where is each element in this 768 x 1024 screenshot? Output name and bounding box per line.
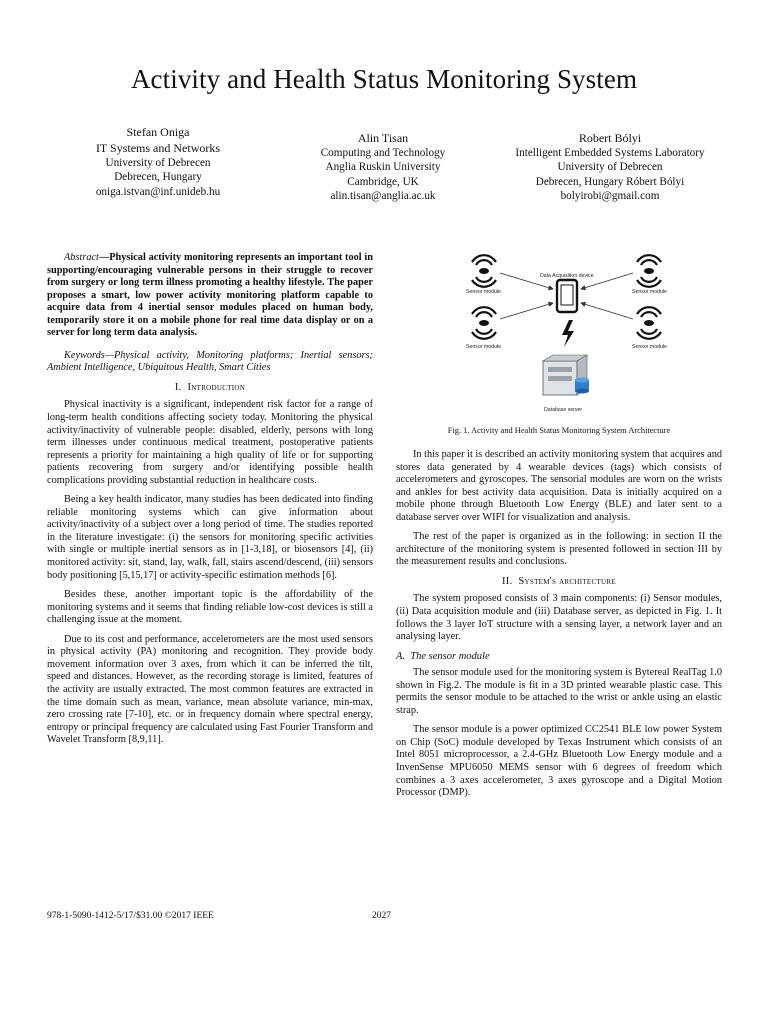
author-name: Alin Tisan (357, 131, 409, 145)
abstract-text: Physical activity monitoring represents an important tool in supporting/encouraging vulnerable persons in their struggle to recover from surgery or long term illness promoting a healthy lifestyle. The paper proposes a smart, low power activity monitoring platform capable to acquire data from 4 inertial sensor modules placed on human body, temporarily store it on a mobile phone for real time data display or on a server for long term data analysis. (47, 252, 373, 339)
author-affiliation: Anglia Ruskin University (325, 161, 441, 174)
section-heading-introduction (47, 382, 373, 395)
sensor-icon (472, 255, 496, 287)
author-3 (492, 130, 728, 203)
keywords-label: Keywords (64, 349, 105, 361)
author-email: oniga.istvan@inf.unideb.hu (95, 185, 221, 198)
author-affiliation: IT Systems and Networks (95, 141, 221, 155)
paragraph: The system proposed consists of 3 main components: (i) Sensor modules, (ii) Data acquisition module and (iii) Database server, as depicted in Fig. 1. It follows the 3 layer IoT structure with a sensing layer, a network layer and an analysing layer. (396, 593, 722, 643)
subsection-title: The sensor module (410, 650, 490, 662)
author-email: bolyirobi@gmail.com (560, 189, 660, 202)
left-column (47, 252, 373, 754)
database-server-icon (543, 355, 589, 395)
author-affiliation: University of Debrecen (557, 161, 663, 174)
arrow (581, 303, 633, 319)
paper-title: Activity and Health Status Monitoring System (130, 64, 638, 94)
sensor-icon (637, 307, 661, 339)
paragraph: The sensor module is a power optimized CC2541 BLE low power System on Chip (SoC) module developed by Texas Instrument which consists of an Intel 8051 microprocessor, a 2.4-GHz Bluetooth Low Energy module and a InvenSense MPU6050 MEMS sensor with 6 degrees of freedom which combines a 3 axes accelerometer, 3 axes gyroscope and a Digital Motion Processor (DMP). (396, 724, 722, 799)
paragraph: Being a key health indicator, many studies has been dedicated into finding reliable monitoring systems which can give information about activity/inactivity of a subject over a long period of time. The studies reported in the literature investigate: (i) the sensors for monitoring specific activities with single or multiple inertial sensors as in [1-3,18], or biosensors [4], (ii) monitored activity: sit, stand, lay, walk, fall, stairs ascend/descend, (iii) sensors body positioning [5,15,17] or activity-specific estimation methods [6]. (47, 494, 373, 581)
author-affiliation: Debrecen, Hungary Róbert Bólyi (535, 175, 685, 188)
fig-label-sensor: Sensor module (466, 344, 501, 350)
section-heading-architecture (396, 576, 722, 589)
section-title: System's architecture (518, 575, 616, 587)
sensor-icon (637, 255, 661, 287)
author-affiliation: Intelligent Embedded Systems Laboratory (515, 147, 705, 159)
fig-label-database: Database server (544, 407, 583, 413)
paragraph: In this paper it is described an activity monitoring system that acquires and stores data generated by 4 wearable devices (tags) which consists of accelerometers and gyroscopes. The sensorial modules are worn on the wrists and ankles for best activity data acquisition. Data is initially acquired on a mobile phone through Bluetooth Low Energy (BLE) and later sent to a database server over WIFI for visualization and analysis. (396, 449, 722, 523)
section-number: I. (174, 381, 182, 393)
keywords (47, 350, 373, 375)
abstract-label: Abstract (64, 252, 99, 263)
figure-caption: Fig. 1. Activity and Health Status Monitoring System Architecture (447, 426, 671, 435)
author-2 (283, 130, 483, 203)
author-affiliation: Computing and Technology (320, 147, 446, 159)
subsection-heading-sensor-module (396, 651, 722, 664)
author-name: Robert Bólyi (578, 131, 642, 145)
subsection-label: A. (396, 650, 406, 662)
keywords-dash: — (104, 349, 114, 361)
abstract-dash: — (98, 252, 110, 263)
author-name: Stefan Oniga (126, 125, 190, 139)
author-1 (58, 124, 258, 199)
arrow (500, 303, 553, 319)
author-affiliation: Debrecen, Hungary (114, 171, 202, 184)
abstract (47, 252, 373, 340)
fig-label-sensor: Sensor module (466, 289, 501, 295)
architecture-diagram (456, 247, 672, 419)
sensor-icon (472, 307, 496, 339)
fig-label-sensor: Sensor module (632, 289, 667, 295)
wireless-link-icon (562, 320, 574, 347)
paragraph: Due to its cost and performance, accelerometers are the most used sensors in physical activity (PA) monitoring and recognition. They provide body movement information over 3 axes, from which it can be inferred the tilt, speed and distances. However, as the recording storage is limited, features of the activity are usually extracted. The most common features are extracted in the time domain such as mean, variance, mean absolute variance, min-max, zero crossing rate [7-10], etc. or in frequency domain where spectral energy, entropy or principal frequency are calculated using Fast Fourier Transform and Wavelet Transform [8,9,11]. (47, 633, 373, 746)
author-email: alin.tisan@anglia.ac.uk (330, 189, 436, 202)
paragraph: The rest of the paper is organized as in the following: in section II the architecture of the monitoring system is presented followed in section III by the measurement results and conclusions. (396, 531, 722, 568)
section-number: II. (502, 575, 513, 587)
section-title: Introduction (187, 381, 246, 393)
author-affiliation: Cambridge, UK (347, 175, 419, 188)
keywords-text: Physical activity, Monitoring platforms; Inertial sensors; Ambient Intelligence, Ubiquitous Health, Smart Cities (47, 349, 373, 374)
page-number: 2027 (372, 911, 391, 921)
fig-label-data-acquisition: Data Acquisition device (540, 273, 594, 279)
paragraph: The sensor module used for the monitoring system is Bytereal RealTag 1.0 shown in Fig.2. The module is fit in a 3D printed wearable plastic case. This permits the sensor module to be attached to the wrist or ankle using an elastic strap. (396, 667, 722, 716)
fig-label-sensor: Sensor module (632, 344, 667, 350)
right-column (396, 449, 722, 807)
paragraph: Besides these, another important topic is the affordability of the monitoring systems and it seems that finding reliable low-cost devices is still a challenging issue at the moment. (47, 589, 373, 626)
paragraph: Physical inactivity is a significant, independent risk factor for a range of long-term health conditions affecting society today. Monitoring the physical activity/inactivity of vulnerable people: disabled, elderly, persons with long term illnesses under continuous medical treatment, postoperative patients represents a priority for maintaining a high quality of life or for supporting patients recovering from surgery and/or identifying possible health complications providing substantial reduction in healthcare costs. (47, 399, 373, 486)
phone-icon (557, 280, 577, 312)
footer-isbn: 978-1-5090-1412-5/17/$31.00 ©2017 IEEE (47, 911, 214, 921)
figure-1 (456, 247, 672, 419)
author-affiliation: University of Debrecen (105, 157, 211, 169)
